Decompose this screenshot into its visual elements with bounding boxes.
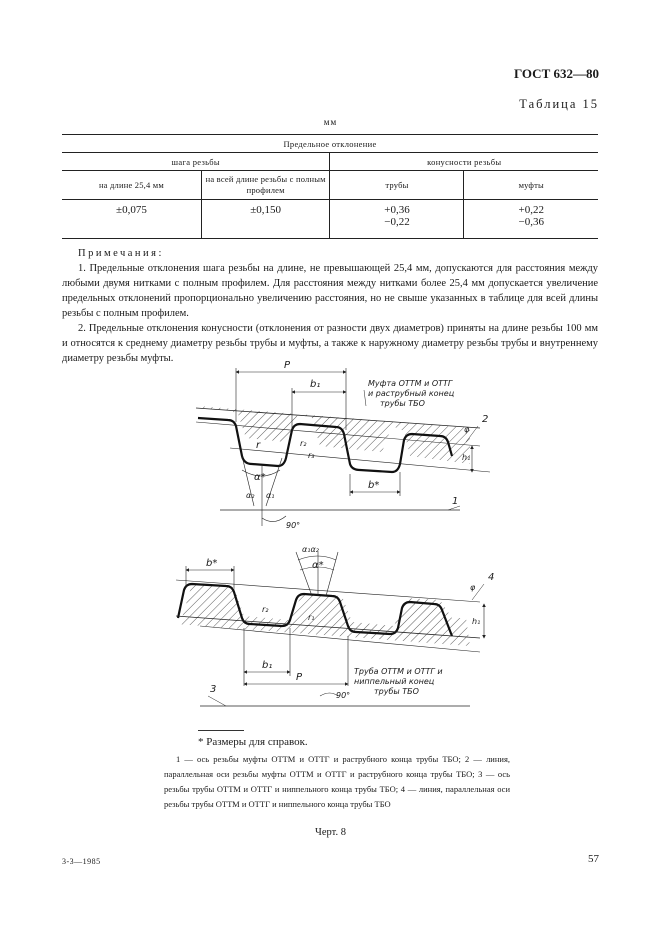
dim-P-top: P xyxy=(284,360,291,371)
label-phi-bottom: φ xyxy=(470,583,476,592)
note-1: 1. Предельные отклонения шага резьбы на длине, не превышающей 25,4 мм, допускаются для расстояния между любыми двумя нитками с полным профилем. Для расстояния между нитками более 25,4 мм допускается увеличение предельных отклонений пропорционально увеличению расстояния, но не свыше указанных в таблице для всей длины резьбы с полным профилем. xyxy=(62,263,598,319)
reference-note: * Размеры для справок. xyxy=(198,736,308,748)
label-alpha1: α₁ xyxy=(266,491,275,500)
coupling-label-3: трубы ТБО xyxy=(380,399,425,408)
label-phi-top: φ xyxy=(464,425,470,434)
pipe-thread-profile xyxy=(176,580,480,706)
tolerance-upper: +0,22 xyxy=(518,204,544,216)
pipe-label-2: ниппельный конец xyxy=(354,677,435,686)
footnote-rule xyxy=(198,730,244,731)
table-row xyxy=(62,200,598,239)
ref-1: 1 xyxy=(452,496,459,507)
table-col-header: на длине 25,4 мм xyxy=(62,171,201,200)
ref-4: 4 xyxy=(488,572,495,583)
label-r3: r₃ xyxy=(308,451,315,460)
dim-b-star-top: b* xyxy=(368,480,380,491)
table-col-header: трубы xyxy=(330,171,464,200)
ref-3: 3 xyxy=(210,684,217,695)
table-unit: мм xyxy=(323,117,338,127)
thread-drawing xyxy=(170,356,510,716)
dim-b1-top: b₁ xyxy=(310,379,321,390)
notes-heading: Примечания: xyxy=(78,248,164,259)
notes-block xyxy=(62,246,598,366)
label-alpha-star: α* xyxy=(254,472,266,483)
table-col-header: муфты xyxy=(464,171,598,200)
label-alpha2: α₂ xyxy=(246,491,255,500)
table-cell xyxy=(330,200,464,239)
figure-legend: 1 — ось резьбы муфты ОТТМ и ОТТГ и раструбного конца трубы ТБО; 2 — линия, параллельная оси резьбы муфты ОТТМ и ОТТГ и раструбного конца трубы ТБО; 3 — ось резьбы трубы ОТТМ и ОТТГ и ниппельного конца трубы ТБО; 4 — линия, параллельная оси резьбы трубы ОТТМ и ОТТГ и ниппельного конца трубы ТБО xyxy=(164,754,510,809)
table-cell xyxy=(464,200,598,239)
label-h1-top: h₁ xyxy=(462,453,471,462)
label-r: r xyxy=(256,440,261,451)
tolerance-upper: +0,36 xyxy=(384,204,410,216)
label-h1-bottom: h₁ xyxy=(472,617,481,626)
pipe-label-3: трубы ТБО xyxy=(374,687,419,696)
label-r2-bottom: r₂ xyxy=(262,605,269,614)
figure-caption: Черт. 8 xyxy=(315,827,346,838)
standard-number: ГОСТ 632—80 xyxy=(513,66,599,81)
table-col-header: на всей длине резьбы с полным профилем xyxy=(201,171,330,200)
note-2: 2. Предельные отклонения конусности (отклонения от разности двух диаметров) приняты на длине резьбы 100 мм и относятся к среднему диаметру резьбы трубы и муфты, а также к наружному диаметру резьбы трубы и внутреннему диаметру резьбы муфты. xyxy=(62,323,598,364)
label-r2: r₂ xyxy=(300,439,307,448)
table-caption: Таблица 15 xyxy=(519,97,599,111)
table-cell: ±0,150 xyxy=(201,200,330,239)
dim-b-star-bottom: b* xyxy=(206,558,218,569)
table-cell: ±0,075 xyxy=(62,200,201,239)
label-angle-90-bottom: 90° xyxy=(336,691,351,700)
coupling-label-1: Муфта ОТТМ и ОТТГ xyxy=(368,379,453,388)
pipe-label-1: Труба ОТТМ и ОТТГ и xyxy=(354,667,443,676)
label-alpha12: α₁α₂ xyxy=(302,545,319,554)
tolerance-lower: −0,22 xyxy=(384,216,410,228)
table-group-header: Предельное отклонение xyxy=(62,135,598,153)
label-r1: r₁ xyxy=(308,613,315,622)
coupling-label-2: и раструбный конец xyxy=(368,389,455,398)
ref-2: 2 xyxy=(482,414,489,425)
table-subheader-taper: конусности резьбы xyxy=(330,153,598,171)
label-alpha-star-bottom: α* xyxy=(312,560,324,571)
dim-P-bottom: P xyxy=(296,672,303,683)
page-number: 57 xyxy=(588,853,599,865)
table-subheader-pitch: шага резьбы xyxy=(62,153,330,171)
dim-b1-bottom: b₁ xyxy=(262,660,273,671)
tolerance-lower: −0,36 xyxy=(518,216,544,228)
deviation-table xyxy=(62,134,598,239)
coupling-thread-profile xyxy=(196,406,490,510)
print-code: 3-3—1985 xyxy=(62,857,101,866)
label-angle-90-top: 90° xyxy=(286,521,301,530)
